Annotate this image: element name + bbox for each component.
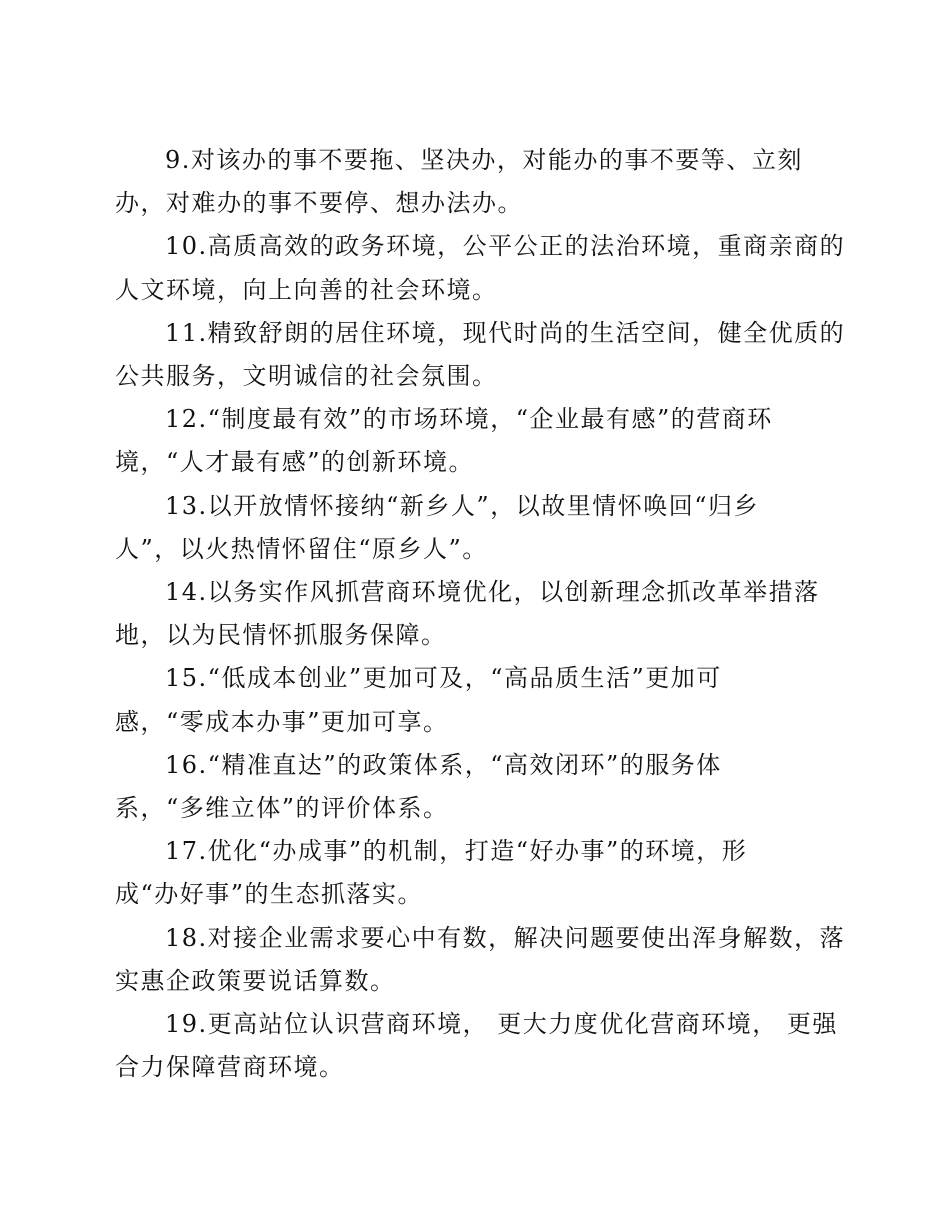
list-item [115,571,827,657]
item-15-line-1: 15.“低成本创业”更加可及，“高品质生活”更加可 [165,664,722,693]
list-item [115,917,846,1003]
item-14-line-2: 地，以为民情怀抓服务保障。 [115,621,447,650]
item-9-line-2: 办，对难办的事不要停、想办法办。 [115,189,523,218]
item-16-line-1: 16.“精准直达”的政策体系，“高效闭环”的服务体 [165,750,722,779]
item-9-line-1: 9.对该办的事不要拖、坚决办，对能办的事不要等、立刻 [165,146,803,174]
item-13-line-1: 13.以开放情怀接纳“新乡人”，以故里情怀唤回“归乡 [165,491,759,520]
item-18-line-1: 18.对接企业需求要心中有数，解决问题要使出浑身解数，落 [165,923,846,952]
document-body [115,139,846,1089]
list-item [115,485,827,571]
item-11-line-1: 11.精致舒朗的居住环境，现代时尚的生活空间，健全优质的 [165,318,846,347]
item-10-line-1: 10.高质高效的政务环境，公平公正的法治环境，重商亲商的 [165,232,846,261]
item-19-line-2: 合力保障营商环境。 [115,1053,345,1082]
list-item [115,830,827,916]
item-13-line-2: 人”，以火热情怀留住“原乡人”。 [115,534,488,563]
item-18-line-2: 实惠企政策要说话算数。 [115,966,396,995]
item-12-line-2: 境，“人才最有感”的创新环境。 [115,448,475,477]
item-12-line-1: 12.“制度最有效”的市场环境，“企业最有感”的营商环 [165,405,773,434]
list-item [115,225,846,311]
item-14-line-1: 14.以务实作风抓营商环境优化，以创新理念抓改革举措落 [165,578,820,607]
list-item [115,398,827,484]
item-17-line-2: 成“办好事”的生态抓落实。 [115,880,424,909]
list-item [115,744,827,830]
item-11-line-2: 公共服务，文明诚信的社会氛围。 [115,362,498,391]
item-17-line-1: 17.优化“办成事”的机制，打造“好办事”的环境，形 [165,837,748,866]
item-10-line-2: 人文环境，向上向善的社会环境。 [115,275,498,304]
item-19-line-1: 19.更高站位认识营商环境， 更大力度优化营商环境， 更强 [165,1010,838,1039]
item-15-line-2: 感，“零成本办事”更加可享。 [115,707,449,736]
list-item [115,657,827,743]
list-item [115,312,846,398]
list-item [115,1003,838,1089]
item-16-line-2: 系，“多维立体”的评价体系。 [115,794,449,823]
list-item [115,139,827,225]
